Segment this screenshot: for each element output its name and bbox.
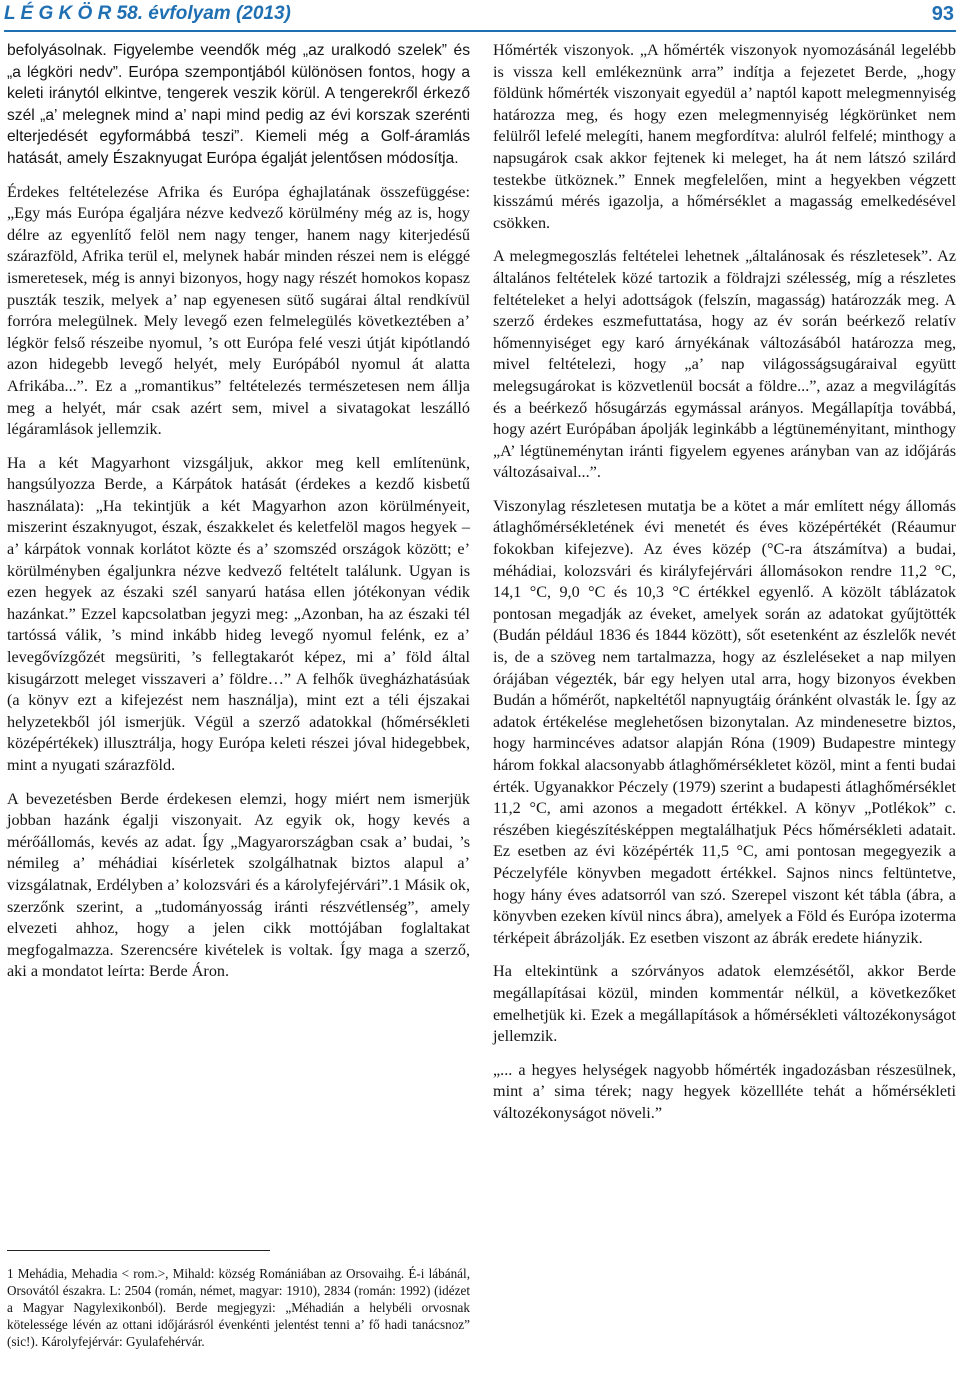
page-number: 93 [931, 3, 954, 25]
paragraph: Ha eltekintünk a szórványos adatok elemzésétől, akkor Berde megállapításai közül, minden kommentár nélkül, a következőket emelhetjük ki. Ezek a megállapítások a hőmérsékleti változékonyságot jellemzik. [493, 962, 956, 1046]
paragraph: A bevezetésben Berde érdekesen elemzi, hogy miért nem ismerjük jobban hazánk égalji viszonyait. Az egyik ok, hogy kevés a mérőállomás, kevés az adat. Így „Magyarországban csak a’ budai, ’s némileg a’ méhádiai kísérletek szolgálhatnak biztos alapul a’ vizsgálatnak, Erdélyben a’ kolozsvári és a károlyfejérvári”.1 Másik ok, szerzőnk szerint, a „tudományosság iránti részvétlenség”, amely elvezeti ahhoz, hogy a jelen cikk mottójában foglaltakat megfogalmazza. Szerencsére kivételek is voltak. Így maga a szerző, aki a mondatot leírta: Berde Áron. [7, 789, 470, 981]
header-rule [4, 30, 956, 32]
right-column [493, 40, 956, 1137]
footnote: 1 Mehádia, Mehadia < rom.>, Mihald: község Romániában az Orsovaihg. É-i lábánál, Orsovától északra. L: 2504 (román, német, magyar: 1910), 2834 (román: 1992) (idézet a Magyar Nagylexikonból). Berde megjegyzi: „Méhadián a helybéli orvosnak kötelessége lévén az ottani időjárásról évenkénti jelentést tenni a’ fő hadi tanácsnoz” (sic!). Károlyfejérvár: Gyulafehérvár. [7, 1266, 470, 1349]
journal-title: L É G K Ö R 58. évfolyam (2013) [4, 3, 291, 24]
paragraph: Ha a két Magyarhont vizsgáljuk, akkor meg kell említenünk, hangsúlyozza Berde, a Kárpátok hatását (érdekes a kezdő kisbetű használata): „Ha tekintjük a két Magyarhon azon körülményeit, miszerint északnyugot, észak, északkelet és keletfelöl magos hegyek – a’ kárpátok vonnak korlátot közte és a’ szomszéd országok között; e’ körülményben égaljunkra nézve kedvező feltételt találunk. Ugyan is ezen hegyek az északi szél sanyarú hatása ellen jótékonyan védik hazánkat.” Ezzel kapcsolatban jegyzi meg: „Azonban, ha az északi tél tartóssá válik, ’s mind inkább hideg levegő nyomul felénk, ez a’ levegővízgőzét megsüriti, ’s fellegtakarót képez, mi a’ föld által kisugárzott meleget visszaveri a’ földre…” A felhők üvegházhatásúak (a könyv ezt a kifejezést nem használja), mint ezt a téli éjszakai helyzetekből jól ismerjük. Végül a szerző adatokkal (hőmérsékleti középértékek) illusztrálja, hogy Európa keleti részei jóval hidegebbek, mint a nyugati szárazföld. [7, 453, 470, 774]
paragraph: A melegmegoszlás feltételei lehetnek „általánosak és részletesek”. Az általános feltételek közé tartozik a földrajzi szélesség, míg a részletes feltételeket a helyi adottságok (felszín, magasság) határozzák meg. A szerző érdekes eszmefuttatása, hogy az év során beérkező relatív hőmennyiséget egy karó árnyékának változásából határozza meg, mivel feltételezi, hogy „a’ nap világosságsugáraival együtt melegsugárokat is közvetlenül bocsát a földre...”, azaz a megvilágítás és a beérkező hősugárzás egymással arányos. Megállapítja továbbá, hogy azért Európában ápolják leginkább a légtüneményitant, minthogy „A’ légtüneménytan iránti figyelem egyenes arányban van az időjárás változásaival...”. [493, 247, 956, 482]
page-header [4, 0, 956, 34]
paragraph: befolyásolnak. Figyelembe veendők még „az uralkodó szelek” és „a légköri nedv”. Európa szempontjából különösen fontos, hogy a keleti iránytól elkintve, tengerek veszik körül. A tengerekről érkező szél „a’ melegnek mind a’ napi mind pedig az évi korszak szerénti elterjedését egyformábbá teszi”. Kiemeli még a Golf-áramlás hatását, amely Északnyugat Európa égalját jelentősen módosítja. [7, 42, 470, 167]
footnote-rule [7, 1250, 270, 1251]
left-column [7, 40, 470, 995]
paragraph: „... a hegyes helységek nagyobb hőmérték ingadozásban részesülnek, mint a’ sima térek; nagy hegyek közellléte tehát a hőmérsékleti változékonyságot növeli.” [493, 1060, 956, 1122]
paragraph: Viszonylag részletesen mutatja be a kötet a már említett négy állomás átlaghőmérsékletének évi menetét és éves középértékét (Réaumur fokokban kifejezve). Az éves közép (°C-ra átszámítva) a budai, méhádiai, kolozsvári és királyfejérvári állomásokon rendre 11,2 °C, 14,1 °C, 9,0 °C és 10,3 °C értékkel egyenlő. A közölt táblázatok pontosan megadják az éveket, amelyek során az adatokat gyűjtötték (Budán például 1836 és 1844 között), sőt esetenként az észlelők nevét is, de a szöveg nem tartalmazza, hogy az észleléseket a nap milyen órájában végezték, bár egy helyen utal arra, hogy bizonyos években Budán a hőmérőt, napkeltétől napnyugtáig óránként olvasták le. Így az adatok értékelése meglehetősen bizonytalan. Az mindenesetre biztos, hogy harmincéves adatsor alapján Róna (1909) Budapestre mintegy három fokkal alacsonyabb átlaghőmérsékletet közöl, mint a fenti budai érték. Ugyanakkor Péczely (1979) szerint a budapesti átlaghőmérséklet 11,2 °C, ami azonos a megadott értékkel. A könyv „Potlékok” c. részében kiegészítésképpen megtalálhatjuk Pécs hőmérsékleti adatait. Ez esetben az évi középérték 11,5 °C, ami pontosan megegyezik a Péczelyféle könyvben megadott értékkel. Sajnos nincs feltüntetve, hogy hány éves adatsorról van szó. Szerepel viszont két tábla (ábra, a könyvben ezeken kívül nincs ábra), amelyek a Föld és Európa izoterma térképeit ábrázolják. Ez esetben viszont az ábrák eredete hiányzik. [493, 496, 956, 947]
paragraph: Érdekes feltételezése Afrika és Európa éghajlatának összefüggése: „Egy más Európa égaljára nézve kedvező körülmény még az is, hogy délre az egyenlítő felöl nem nagy tenger, hanem nagy kiterjedésű szárazföld, Afrika terül el, melynek habár minden részei nem is eléggé ismeretesek, még is annyi bizonyos, hogy nagy részét homokos kopasz puszták teszik, melyek a’ nap egyenesen sütő sugárai által rendkívül forróra melegülnek. Mely levegő ezen felmelegülés következtében a’ légkör felső részeibe nyomul, ’s ott Európa felé veszi útját kipótlandó azon hidegebb levegő helyét, mely Európából nyomul át alatta Afrikába...”. Ez a „romantikus” feltételezés természetesen nem állja meg a helyét, már csak azért sem, mivel a sivatagokat leszálló légáramlások jellemzik. [7, 182, 470, 439]
paragraph: Hőmérték viszonyok. „A hőmérték viszonyok nyomozásánál legelébb is vissza kell emlékeznünk arra” indítja a fejezetet Berde, „hogy földünk hőmérték viszonyait egyedül a’ naptól kapott melegmennyiség határozza meg, és hogy ezen melegmennyiség légkörünket nem felülről lefelé melegíti, hanem megfordítva: alulról felfelé; minthogy a napsugárok csak akkor fejtenek ki meleget, ha át nem látszó szilárd testekbe ütköznek.” Ennek megfelelően, mint a hegyekben végzett kisszámú mérés igazolja, a hőmérséklet a magasság emelkedésével csökken. [493, 41, 956, 232]
